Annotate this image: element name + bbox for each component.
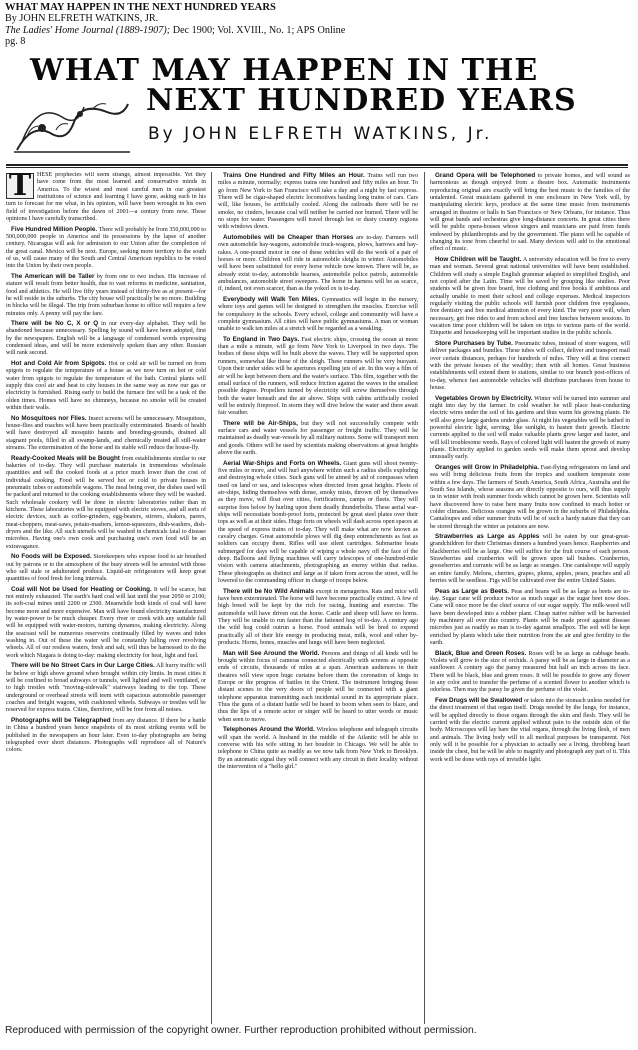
paragraph-body: Trains will run two miles a minute, normally; express trains one hundred and fifty miles an hour. To go from New York to San Francisco will take a day and a night by fast express. There will be cigar-shaped electric locomotives hauling long trains of cars. Cars will, like houses, be artificially cooled. Along the railroads there will be no smoke, no cinders, because coal will neither be carried nor burned. There will be no stops for water. Passengers will travel through hot or dusty country regions with windows down.: [218, 173, 418, 231]
header-rule: [6, 164, 628, 166]
paragraph-body: Gymnastics will begin in the nursery, where toys and games will be designed to strengthen the muscles. Exercise will be compulsory in the schools. Every school, college and community will have a complete gymnasium. All cities will have public gymnasiums. A man or woman unable to walk ten miles at a stretch will be regarded as a weakling.: [218, 296, 418, 333]
paragraph-heading: Trains One Hundred and Fifty Miles an Hour.: [223, 172, 365, 179]
article-paragraph: [218, 588, 418, 648]
paragraph-body: A university education will be free to every man and woman. Several great national universities will have been established. Children will study a simple English grammar adapted to simplified English, and not copied after the Latin. Time will be saved by grouping like studies. Poor students will be given free board, free clothing and free books if ambitious and actually unable to meet their school and college expenses. Medical inspectors regularly visiting the public schools will furnish poor children free eyeglasses, free dentistry and free medical attention of every kind. The very poor will, when necessary, get free rides to and from school and free lunches between sessions. In vacation time poor children will be taken on trips to various parts of the world. Etiquette and housekeeping will be important studies in the public schools.: [430, 256, 630, 337]
article-paragraph: [6, 226, 206, 271]
paragraph-heading: Coal will Not be Used for Heating or Cooking.: [11, 585, 152, 593]
paragraph-body: in our every-day alphabet. They will be abandoned because unnecessary. Spelling by sound will have been adopted, first by the newspapers. English will be a language of condensed words expressing condensed ideas, and will be more extensively spoken than any other. Russian will rank second.: [6, 321, 206, 357]
citation-details: Dec 1900; Vol. XVIII., No. 1; APS Online: [170, 24, 346, 36]
paragraph-heading: There will be No C, X or Q: [11, 320, 99, 328]
citation-page: pg. 8: [5, 35, 26, 47]
article-column-2: [218, 172, 418, 1028]
paragraph-heading: Store Purchases by Tube.: [435, 339, 513, 347]
article-paragraph: [218, 172, 418, 232]
paragraph-body: from any distance. If there be a battle in China a hundred years hence snapshots of its most striking events will be published in the newspapers an hour later. Even to-day photographs are being telegraphed over short distances. Photographs will reproduce all of Nature's colors.: [6, 717, 206, 754]
article-paragraph: [430, 340, 630, 392]
paragraph-body: All hurry traffic will be below or high above ground when brought within city limits. In most cities it will be confined to broad subways or tunnels, well lighted and well ventilated, or to high trestles with "moving-sidewalk" stairways leading to the top. These underground or overhead streets will teem with capacious automobile passenger coaches and freight wagons, with cushioned wheels. Subways or trestles will be reserved for express trains. Cities, therefore, will be free from all noises.: [6, 663, 206, 714]
paragraph-body: Roses will be as large as cabbage heads. Violets will grow to the size of orchids. A pansy will be as large in diameter as a sunflower. A century ago the pansy measured but half an inch across its face. There will be black, blue and green roses. It will be possible to grow any flower in any color and to transfer the perfume of a scented flower to another which is odorless. Then may the pansy be given the perfume of the violet.: [430, 650, 630, 694]
paragraph-heading: There will be No Wild Animals: [223, 587, 315, 595]
article-paragraph: [6, 415, 206, 453]
paragraph-heading: Automobiles will be Cheaper than Horses: [223, 233, 354, 241]
citation-title: WHAT MAY HAPPEN IN THE NEXT HUNDRED YEARS: [5, 2, 276, 13]
citation-journal: The Ladies' Home Journal (1889-1907);: [5, 24, 171, 36]
article-column-3: [430, 172, 630, 1028]
paragraph-heading: Black, Blue and Green Roses.: [435, 649, 527, 657]
column-divider: [424, 172, 425, 1024]
paragraph-body: Hot or cold air will be turned on from spigots to regulate the temperature of a house as we now turn on hot or cold water from spigots to regulate the temperature of the bath. Central plants will supply this cool air and heat to city houses in the same way as now our gas or electricity is furnished. Rising early to build the furnace fire will be a task of the olden times. Homes will have no chimneys, because no smoke will be created within their walls.: [6, 361, 206, 412]
paragraph-heading: There will be Air-Ships,: [223, 419, 298, 427]
paragraph-heading: To England in Two Days.: [223, 335, 300, 343]
article-banner: [8, 54, 630, 156]
paragraph-body: but they will not successfully compete with surface cars and water vessels for passenger or freight traffic. They will be maintained as deadly war-vessels by all military nations. Some will transport men and goods. Others will be used by scientists making observations at great heights above the earth.: [218, 420, 418, 457]
paragraph-body: Giant guns will shoot twenty-five miles or more, and will hurl anywhere within such a radius shells exploding and destroying whole cities. Such guns will be aimed by aid of compasses when used on land or sea, and telescopes when directed from great heights. Fleets of air-ships, hiding themselves with dense, smoky mists, thrown off by themselves as they move, will float over cities, fortifications, camps or fleets. They will surprise foes below by hurling upon them deadly thunderbolts. These aerial war-ships will necessitate bomb-proof forts, protected by great steel plates over their tops as well as at their sides. Huge forts on wheels will dash across open spaces at the speed of express trains of to-day. They will make what are now known as cavalry charges. Great automobile plows will dig deep entrenchments as fast as soldiers can occupy them. Rifles will use silent cartridges. Submarine boats submerged for days will be capable of wiping a whole navy off the face of the deep. Balloons and flying machines will carry telescopes of one-hundred-mile vision with camera attachments, photographing an enemy within that radius. These photographs as distinct and large as if taken from across the street, will be lowered to the commanding officer in charge of troops below.: [218, 460, 418, 585]
paragraph-body: except in menageries. Rats and mice will have been exterminated. The horse will have become practically extinct. A few of high breed will be kept by the rich for racing, hunting and exercise. The automobile will have driven out the horse. Cattle and sheep will have no horns. They will be unable to run faster than the fattened hog of to-day. A century ago the wild hog could outrun a horse. Food animals will be bred to expend practically all of their life energy in producing meat, milk, wool and other by-products. Horns, bones, muscles and lungs will have been neglected.: [218, 588, 418, 647]
paragraph-heading: Ready-Cooked Meals will be Bought: [11, 454, 120, 462]
paragraph-body: to private homes, and will sound as harmonious as though enjoyed from a theatre box. Automatic instruments reproducing original airs exactly will bring the best music to the families of the untalented. Great musicians gathered in one enclosure in New York will, by manipulating electric keys, produce at the same time music from instruments arranged in theatres or halls in San Francisco or New Orleans, for instance. Thus will great bands and orchestras give long-distance concerts. In great cities there will be public opera-houses whose singers and musicians are paid from funds endowed by philanthropists and by the government. The piano will be capable of changing its tone from cheerful to sad. Many devices will add to the emotional effect of music.: [430, 173, 630, 253]
paragraph-heading: No Mosquitoes nor Flies.: [11, 414, 87, 422]
paragraph-body: There will probably be from 350,000,000 to 500,000,000 people in America and its possessions by the lapse of another century. Nicaragua will ask for admission to our Union after the completion of the great canal. Mexico will be next. Europe, seeking more territory to the south of us, will cause many of the South and Central American republics to be voted into the Union by their own people.: [6, 226, 206, 270]
citation-header: [5, 2, 633, 47]
paragraph-heading: Oranges will Grow in Philadelphia.: [435, 463, 540, 471]
paragraph-body: Storekeepers who expose food to air breathed out by patrons or to the atmosphere of the busy streets will be arrested with those who sell stale or adulterated produce. Liquid-air refrigerators will keep great quantities of food fresh for long intervals.: [6, 554, 206, 583]
paragraph-body: Peas and beans will be as large as beets are to-day. Sugar cane will produce twice as much sugar as the sugar beet now does. Cane will once more be the chief source of our sugar supply. The milk-weed will have been developed into a rubber plant. Cheap native rubber will be harvested by machinery all over this country. Plants will be made proof against disease microbes just as readily as man is to-day against smallpox. The soil will be kept enriched by plants which take their nutrition from the air and give fertility to the earth.: [430, 588, 630, 647]
article-paragraph: [6, 273, 206, 318]
article-paragraph: [6, 717, 206, 755]
article-paragraph: [430, 172, 630, 254]
paragraph-heading: Peas as Large as Beets.: [435, 587, 510, 595]
article-paragraph: [6, 455, 206, 551]
paragraph-heading: Hot and Cold Air from Spigots.: [11, 360, 107, 367]
article-paragraph: [218, 420, 418, 458]
article-paragraph: [430, 588, 630, 648]
column-divider: [211, 172, 212, 1024]
paragraph-body: or taken into the stomach unless needed for the direct treatment of that organ itself. Drugs needed by the lungs, for instance, will be applied directly to those organs through the skin and flesh. They will be carried with the electric current applied without pain to the outside skin of the body. Microscopes will lay bare the vital organs, through the living flesh, of men and animals. The living body will to all medical purposes be transparent. Not only will it be possible for a physician to actually see a living, throbbing heart inside the chest, but he will be able to magnify and photograph any part of it. This work will be done with rays of invisible light.: [430, 697, 630, 763]
article-paragraph: [430, 533, 630, 585]
article-paragraph: [218, 650, 418, 724]
article-paragraph: [430, 464, 630, 531]
paragraph-heading: Grand Opera will be Telephoned: [435, 172, 536, 179]
paragraph-body: Winter will be turned into summer and night into day by the farmer. In cold weather he will place heat-conducting electric wires under the soil of his gardens and thus warm his growing plants. He will also grow large gardens under glass. At night his vegetables will be bathed in powerful electric light, serving, like sunlight, to hasten their growth. Electric currents applied to the soil will make valuable plants grow larger and faster, and will kill troublesome weeds. Rays of colored light will hasten the growth of many plants. Electricity applied to garden seeds will make them sprout and develop unusually early.: [430, 395, 630, 461]
paragraph-heading: Photographs will be Telegraphed: [11, 716, 111, 724]
article-paragraph: [6, 586, 206, 660]
paragraph-body: Persons and things of all kinds will be brought within focus of cameras connected electrically with screens at opposite ends of circuits, thousands of miles at a span. American audiences in their theatres will view upon huge curtains before them the coronation of kings in Europe or the progress of battles in the Orient. The instrument bringing these distant scenes to the very doors of people will be connected with a giant telephone apparatus transmitting each incidental sound in its appropriate place. Thus the guns of a distant battle will be heard to boom when seen to blaze, and thus the lips of a remote actor or singer will be heard to utter words or music when seen to move.: [218, 650, 418, 723]
paragraph-heading: Telephones Around the World.: [223, 726, 315, 734]
paragraph-body: by from one to two inches. His increase of stature will result from better health, due to vast reforms in medicine, sanitation, food and athletics. He will live fifty years instead of thirty-five as at present—for he will reside in the suburbs. The city house will practically be no more. Building in blocks will be illegal. The trip from suburban home to office will require a few minutes only. A penny will pay the fare.: [6, 273, 206, 317]
paragraph-body: Wireless telephone and telegraph circuits will span the world. A husband in the middle of the Atlantic will be able to converse with his wife sitting in her boudoir in Chicago. We will be able to telephone to China quite as readily as we now talk from New York to Brooklyn. By an automatic signal they will connect with any circuit in their locality without the intervention of a "hello girl.": [218, 727, 418, 770]
article-paragraph: [6, 320, 206, 358]
paragraph-body: Insect screens will be unnecessary. Mosquitoes, house-flies and roaches will have been practically exterminated. Boards of health will have destroyed all mosquito haunts and breeding-grounds, drained all stagnant pools, filled in all swamp-lands, and chemically treated all still-water streams. The extermination of the horse and its stable will reduce the house-fly.: [6, 415, 206, 451]
article-paragraph: [218, 336, 418, 418]
headline-byline: By JOHN ELFRETH WATKINS, Jr.: [148, 124, 493, 144]
article-paragraph: [6, 553, 206, 583]
paragraph-body: from establishments similar to our bakeries of to-day. They will purchase materials in tremendous wholesale quantities and sell the cooked foods at a price much lower than the cost of individual cooking. Food will be served hot or cold to private houses in pneumatic tubes or automobile wagons. The meal being over, the dishes used will be packed and returned to the cooking establishments where they will be washed. Such wholesale cookery will be done in electric laboratories rather than in kitchens. These laboratories will be equipped with electric stoves, and all sorts of electric devices, such as coffee-grinders, egg-beaters, stirrers, shakers, parers, meat-choppers, meat-saws, potato-mashers, lemon-squeezers, dish-washers, dish-dryers and the like. All such utensils will be washed in chemicals fatal to disease microbes. Having one's own cook and purchasing one's own food will be an extravagance.: [6, 455, 206, 550]
paragraph-body: Fast electric ships, crossing the ocean at more than a mile a minute, will go from New York to Liverpool in two days. The bodies of these ships will be built above the waves. They will be supported upon runners, somewhat like those of the sleigh. These runners will be very buoyant. Upon their under sides will be apertures expelling jets of air. In this way a film of air will be kept between them and the water's surface. This film, together with the small surface of the runners, will reduce friction against the waves to the smallest possible degree. Propellers turned by electricity will screw themselves through both the water beneath and the air above. Ships with cabins artificially cooled will be entirely fireproof. In storm they will dive below the water and there await fair weather.: [218, 336, 418, 417]
paragraph-body: It will be scarce, but not entirely exhausted. The earth's hard coal will last until the year 2050 or 2100; its soft-coal mines until 2200 or 2300. Meanwhile both kinds of coal will have become more and more expensive. Man will have found electricity manufactured by water-power to be much cheaper. Every river or creek with any suitable fall will be equipped with water-motors, turning dynamos, making electricity. Along the seacoast will be numerous reservoirs continually filled by waves and tides washing in. Out of these the water will be constantly falling over revolving wheels. All of our restless waters, fresh and salt, will thus be harnessed to do the work which Niagara is doing to-day: making electricity for heat, light and fuel.: [6, 586, 206, 659]
paragraph-body: will be eaten by our great-great-grandchildren for their Christmas dinners a hundred years hence. Raspberries and blackberries will be as large. One will suffice for the fruit course of each person. Strawberries and cranberries will be grown upon tall bushes. Cranberries, gooseberries and currants will be as large as oranges. One cantaloupe will supply an entire family. Melons, cherries, grapes, plums, apples, pears, peaches and all berries will be seedless. Figs will be cultivated over the entire United States.: [430, 534, 630, 585]
copyright-footer: Reproduced with permission of the copyright owner. Further reproduction prohibited without permission.: [5, 1025, 477, 1036]
paragraph-heading: Aerial War-Ships and Forts on Wheels.: [223, 459, 342, 467]
paragraph-heading: Everybody will Walk Ten Miles.: [223, 295, 320, 303]
article-paragraph: [218, 460, 418, 586]
article-paragraph: [218, 296, 418, 334]
paragraph-body: are to-day. Farmers will own automobile hay-wagons, automobile truck-wagons, plows, harrows and hay-rakes. A one-pound motor in one of these vehicles will do the work of a pair of horses or more. Children will ride in automobile sleighs in winter. Automobiles will have been substituted for every horse vehicle now known. There will be, as already exist to-day, automobile hearses, automobile police patrols, automobile ambulances, automobile street sweepers. The horse in harness will be as scarce, if, indeed, not even scarcer, than as the yoked ox is to-day.: [218, 234, 418, 293]
paragraph-heading: Few Drugs will be Swallowed: [435, 696, 523, 704]
paragraph-heading: There will be No Street Cars in Our Large Cities.: [11, 662, 155, 670]
article-paragraph: [218, 726, 418, 771]
article-paragraph: [430, 395, 630, 462]
article-paragraph: [430, 697, 630, 764]
headline-line-1: WHAT MAY HAPPEN IN THE: [30, 53, 539, 88]
article-paragraph: [430, 650, 630, 695]
paragraph-heading: Man will See Around the World.: [223, 649, 320, 657]
paragraph-body: HESE prophecies will seem strange, almost impossible. Yet they have come from the most learned and conservative minds in America. To the wisest and most careful men in our greatest institutions of science and learning I have gone, asking each in his turn to forecast for me what, in his opinion, will have been wrought in his own field of investigation before the dawn of 2001—a century from now. These opinions I have carefully transcribed.: [6, 172, 206, 223]
paragraph-heading: Five Hundred Million People.: [11, 225, 98, 233]
paragraph-heading: Vegetables Grown by Electricity.: [435, 394, 533, 402]
paragraph-body: Pneumatic tubes, instead of store wagons, will deliver packages and bundles. These tubes will collect, deliver and transport mail over certain distances, perhaps for hundreds of miles. They will at first connect with the private houses of the wealthy; then with all homes. Great business establishments will extend them to stations, similar to our branch post-offices of to-day, whence fast automobile vehicles will distribute purchases from house to house.: [430, 340, 630, 391]
article-paragraph: [6, 662, 206, 714]
paragraph-heading: How Children will be Taught.: [435, 255, 522, 263]
drop-cap: T: [6, 173, 34, 199]
ornament-illustration: [12, 82, 132, 154]
article-paragraph: [218, 234, 418, 294]
article-paragraph: [6, 360, 206, 412]
header-rule-thin: [6, 167, 628, 168]
paragraph-heading: No Foods will be Exposed.: [11, 553, 92, 561]
paragraph-heading: Strawberries as Large as Apples: [435, 533, 540, 541]
headline-line-2: NEXT HUNDRED YEARS: [146, 83, 577, 118]
article-column-1: [6, 172, 206, 1028]
citation-source: [5, 25, 633, 36]
citation-author: By JOHN ELFRETH WATKINS, JR.: [5, 13, 159, 25]
paragraph-body: Fast-flying refrigerators on land and sea will bring delicious fruits from the tropics and southern temperate zone within a few days. The farmers of South America, South Africa, Australia and the South Sea Islands, whose seasons are directly opposite to ours, will thus supply us in winter with fresh summer foods which cannot be grown here. Scientists will have discovered how to raise here many fruits now confined to much hotter or colder climates. Delicious oranges will be grown in the suburbs of Philadelphia. Cantaloupes and other summer fruits will be of such a hardy nature that they can be stored through the winter as potatoes are now.: [430, 464, 630, 530]
article-paragraph: [430, 256, 630, 338]
paragraph-heading: The American will be Taller: [11, 272, 95, 280]
article-paragraph: [6, 172, 206, 223]
